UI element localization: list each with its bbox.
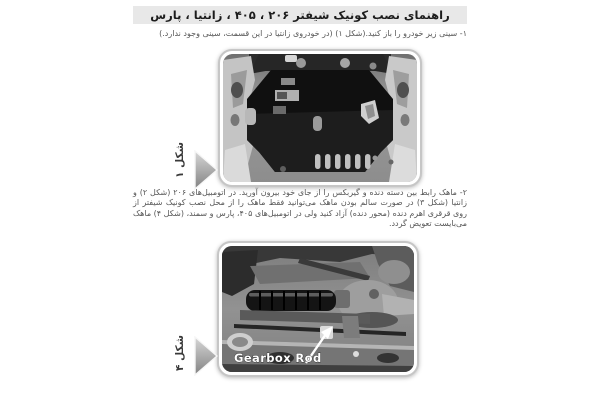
figure-1-photo: [223, 54, 417, 182]
figure-4-pointer-icon: [194, 336, 218, 376]
gearbox-photo-illustration: [222, 246, 414, 372]
step-2-text: ۲- ماهک رابط بین دسته دنده و گیربکس را از جای خود بیرون آورید. در اتومبیل‌های ۲۰۶ (شکل ۲) و زانتیا (شکل ۳) در صورت سالم بودن ماهک می‌توانید فقط ماهک را از محل نصب کونیک شیفتر از روی قرقری اهرم دنده (محور دنده) آزاد کنید ولی در اتومبیل‌های ۴۰۵، پارس و سمند، (شکل ۴) ماهک می‌بایست تعویض گردد.: [133, 188, 468, 229]
page-title: راهنمای نصب کونیک شیفتر ۲۰۶ ، ۴۰۵ ، زانتیا ، پارس: [133, 6, 467, 24]
figure-4: [217, 241, 419, 377]
figure-1: [218, 49, 422, 187]
step-1-text: ۱- سینی زیر خودرو را باز کنید.(شکل ۱) (در خودروی زانتیا در این قسمت، سینی وجود ندارد.): [159, 29, 467, 38]
figure-4-label: شکل ۴: [174, 335, 186, 371]
gearbox-rod-annotation: Gearbox Rod: [234, 351, 322, 365]
figure-4-photo: [222, 246, 414, 372]
figure-1-label: شکل ۱: [174, 142, 186, 178]
skid-plate-photo-illustration: [223, 54, 417, 182]
figure-1-pointer-icon: [194, 150, 218, 190]
